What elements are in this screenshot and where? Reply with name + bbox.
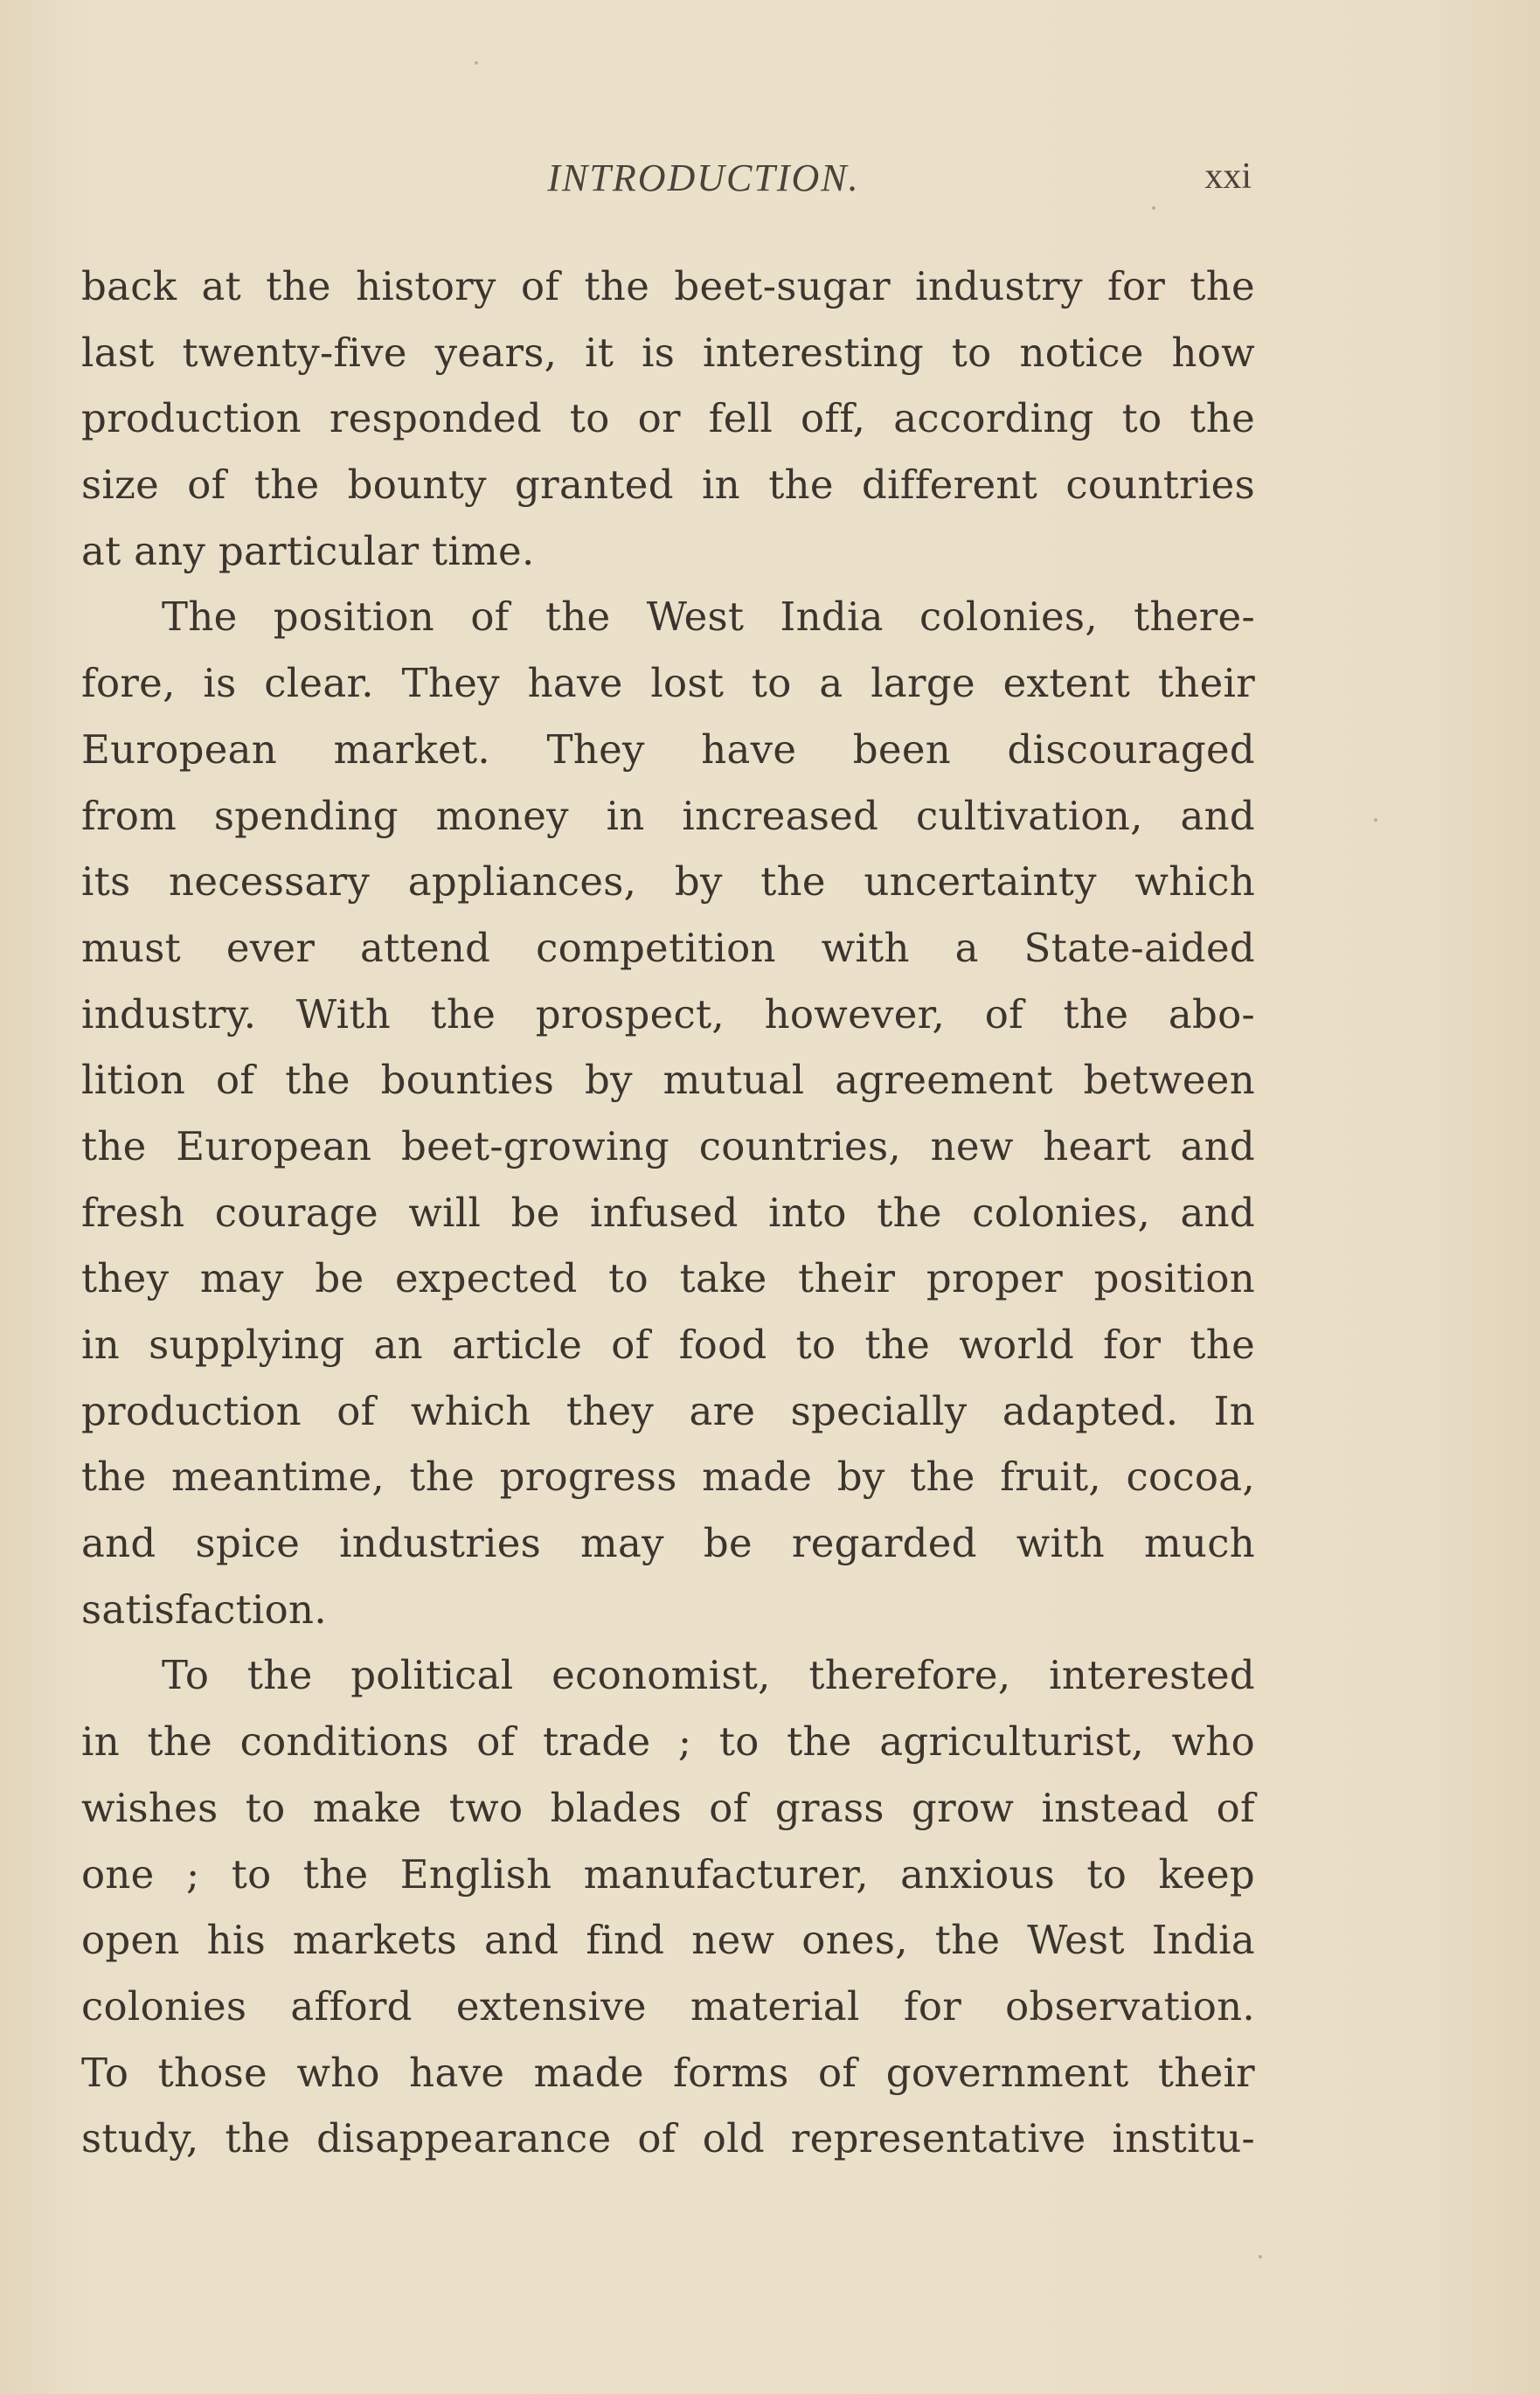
- paper-speck: [1259, 2255, 1262, 2259]
- text-line: size of the bounty granted in the different countries: [81, 461, 1255, 509]
- text-line: colonies afford extensive material for observation.: [81, 1982, 1255, 2030]
- paragraph-start-line: To the political economist, therefore, interested: [162, 1652, 1255, 1699]
- running-head-title: INTRODUCTION.: [547, 156, 860, 199]
- paragraph-start-line: The position of the West India colonies, there-: [162, 593, 1255, 641]
- paper-speck: [475, 61, 478, 65]
- text-line: last twenty-five years, it is interesting to notice how: [81, 329, 1255, 376]
- text-line: in supplying an article of food to the world for the: [81, 1322, 1255, 1368]
- text-line: satisfaction.: [81, 1586, 327, 1633]
- text-line: production of which they are specially adapted. In: [81, 1387, 1255, 1434]
- text-line: they may be expected to take their proper position: [81, 1255, 1255, 1302]
- text-line: lition of the bounties by mutual agreement between: [81, 1057, 1255, 1104]
- text-line: at any particular time.: [81, 527, 535, 574]
- text-line: from spending money in increased cultivation, and: [81, 792, 1255, 839]
- body-text: [81, 253, 1255, 2172]
- text-line: study, the disappearance of old representative institu-: [81, 2115, 1255, 2162]
- text-line: the meantime, the progress made by the fruit, cocoa,: [81, 1454, 1255, 1501]
- running-head: [0, 156, 1540, 208]
- text-line: one ; to the English manufacturer, anxious to keep: [81, 1850, 1255, 1898]
- paper-speck: [1152, 206, 1155, 210]
- text-line: European market. They have been discouraged: [81, 725, 1255, 773]
- text-line: the European beet-growing countries, new heart and: [81, 1122, 1255, 1169]
- text-line: industry. With the prospect, however, of the abo-: [81, 990, 1255, 1037]
- text-line: wishes to make two blades of grass grow instead of: [81, 1784, 1255, 1831]
- text-line: and spice industries may be regarded with much: [81, 1520, 1255, 1567]
- text-line: back at the history of the beet-sugar industry for the: [81, 263, 1255, 309]
- text-line: fore, is clear. They have lost to a large extent their: [81, 660, 1255, 707]
- text-line: must ever attend competition with a State-aided: [81, 924, 1255, 971]
- text-line: production responded to or fell off, according to the: [81, 395, 1255, 442]
- text-line: open his markets and find new ones, the West India: [81, 1917, 1255, 1964]
- page-number: xxi: [1204, 156, 1252, 197]
- text-line: fresh courage will be infused into the colonies, and: [81, 1189, 1255, 1236]
- text-line: in the conditions of trade ; to the agriculturist, who: [81, 1718, 1255, 1766]
- text-line: its necessary appliances, by the uncertainty which: [81, 858, 1255, 906]
- paper-speck: [1374, 818, 1377, 822]
- text-line: To those who have made forms of government their: [81, 2049, 1255, 2096]
